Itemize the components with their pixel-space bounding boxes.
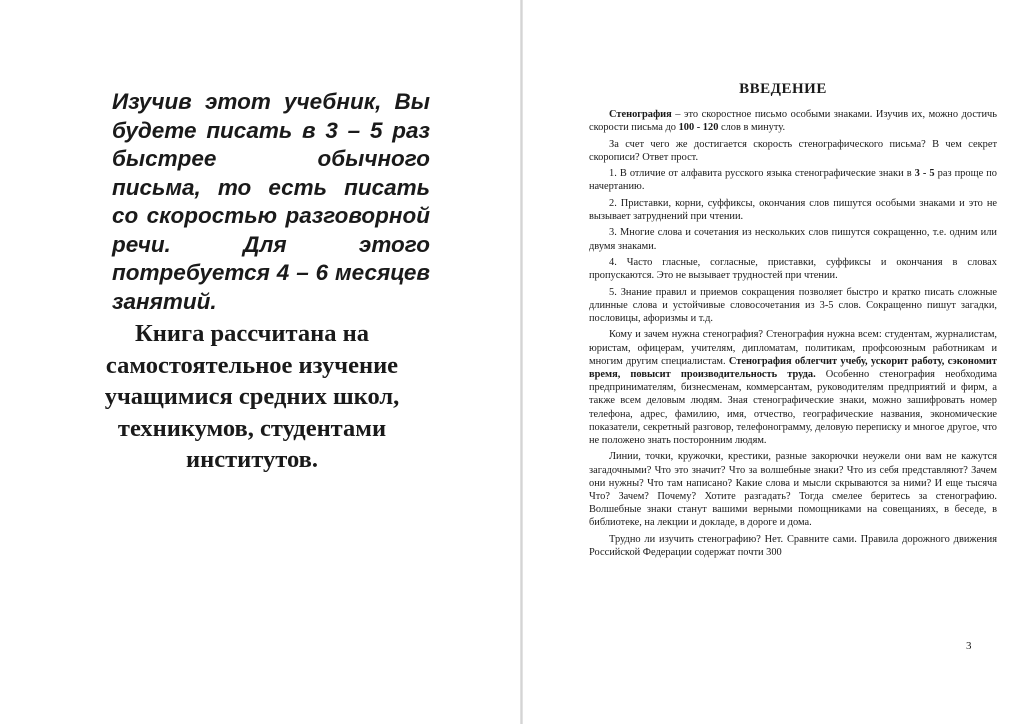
list-item-4: 4. Часто гласные, согласные, приставки, суффиксы и окончания в словах пропускаются. Это не вызывает трудностей при чтении. bbox=[589, 256, 997, 282]
paragraph-text: Особенно стенография необходима предпринимателям, бизнесменам, коммерсантам, руководителям предприятий и фирм, а также всем деловым людям. Зная стенографические знаки, можно зашифровать номер телефона, адрес, фамилию, имя, отчество, географические названия, экономические показатели, секретный разговор, телефонограмму, деловую переписку и многое другое, что не положено знать посторонним людям. bbox=[589, 368, 997, 446]
paragraph-text: Кому и зачем нужна стенография? Стенография нужна всем: студентам, журналистам, юристам, офицерам, учителям, дипломатам, политикам, профсоюзным работникам и многим другим специалистам. bbox=[589, 329, 997, 367]
promo-text: Изучив этот учебник, Вы будете писать в 3 – 5 раз быстрее обычного письма, то есть писать со скоростью разговорной речи. Для этого потребуется 4 – 6 месяцев занятий. bbox=[112, 89, 430, 314]
paragraph-text: – это скоростное письмо особыми знаками. Изучив их, можно достичь скорости письма до bbox=[589, 109, 997, 134]
term-stenography: Стенография bbox=[609, 109, 672, 120]
introduction-body bbox=[589, 108, 997, 562]
paragraph-text: раз проще по начертанию. bbox=[589, 168, 997, 193]
audience-text: Книга рассчитана на самостоятельное изучение учащимися средних школ, техникумов, студентами институтов. bbox=[104, 320, 400, 473]
paragraph-definition bbox=[589, 108, 997, 134]
paragraph-question: За счет чего же достигается скорость стенографического письма? В чем секрет скорописи? Ответ прост. bbox=[589, 138, 997, 163]
list-item-3: 3. Многие слова и сочетания из нескольких слов пишутся сокращенно, т.е. одним или двумя знаками. bbox=[589, 227, 997, 252]
paragraph-text: слов в минуту. bbox=[718, 122, 786, 134]
right-page bbox=[523, 0, 1023, 724]
paragraph-text: 1. В отличие от алфавита русского языка стенографические знаки в bbox=[609, 168, 915, 180]
ratio-value: 3 - 5 bbox=[914, 168, 935, 180]
benefits-emphasis: Стенография облегчит учебу, ускорит работу, сэкономит время, повысит производительность труда. bbox=[589, 355, 997, 380]
list-item-5: 5. Знание правил и приемов сокращения позволяет быстро и кратко писать сложные длинные слова и устойчивые словосочетания из 3-5 слов. Сокращенно пишут загадки, пословицы, афоризмы и т.д. bbox=[589, 286, 997, 324]
paragraph-difficulty: Трудно ли изучить стенографию? Нет. Сравните сами. Правила дорожного движения Российской Федерации содержат почти 300 bbox=[589, 533, 997, 558]
page-number: 3 bbox=[966, 640, 972, 652]
page-heading: ВВЕДЕНИЕ bbox=[739, 81, 827, 97]
paragraph-who-needs bbox=[589, 328, 997, 447]
paragraph-mystery: Линии, точки, кружочки, крестики, разные закорючки неужели они вам не кажутся загадочными? Что это значит? Что за волшебные знаки? Что из себя представляют? Зачем они нужны? Что там написано? Какие слова и мысли скрываются за ними? И еще тысяча Что? Зачем? Почему? Хотите разгадать? Тогда смелее беритесь за стенографию. Волшебные знаки станут вашими верными помощниками на совещаниях, в беседе, в библиотеке, на лекции и докладе, в дороге и дома. bbox=[589, 451, 997, 529]
list-item-2: 2. Приставки, корни, суффиксы, окончания слов пишутся особыми знаками и это не вызывает затруднений при чтении. bbox=[589, 197, 997, 222]
speed-value: 100 - 120 bbox=[678, 122, 719, 134]
list-item-1 bbox=[589, 167, 997, 193]
